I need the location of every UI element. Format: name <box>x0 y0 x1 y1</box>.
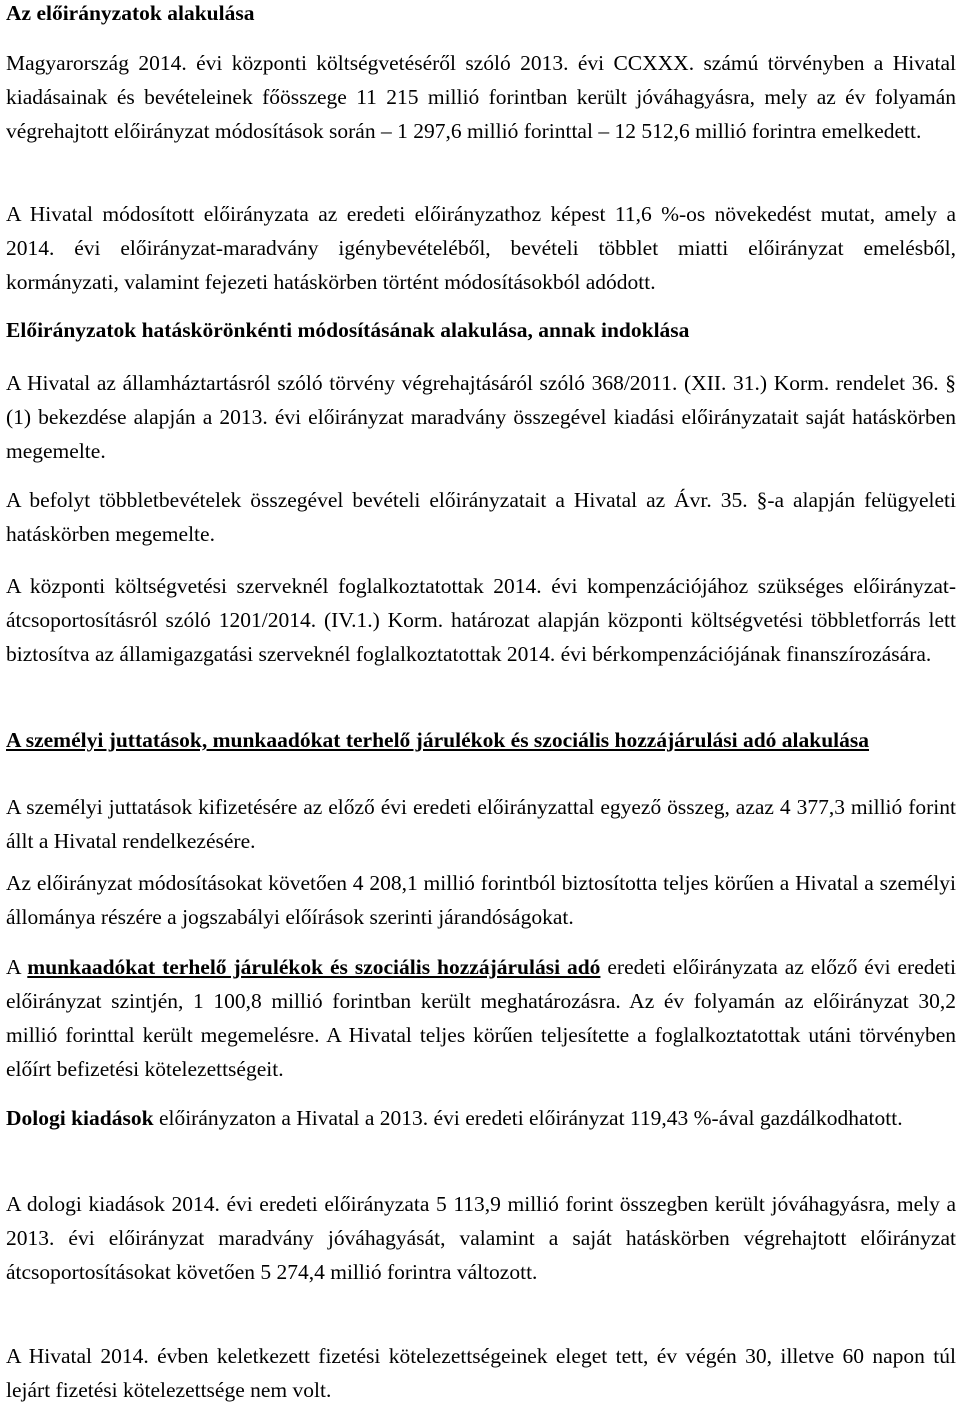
section-heading-personnel: A személyi juttatások, munkaadókat terhelő járulékok és szociális hozzájárulási adó alakulása <box>6 728 870 752</box>
paragraph-personnel-allowance: A személyi juttatások kifizetésére az előző évi eredeti előirányzattal egyező összeg, azaz 4 377,3 millió forint állt a Hivatal rendelkezésére. <box>6 795 956 853</box>
paragraph-own-competence: A Hivatal az államháztartásról szóló törvény végrehajtásáról szóló 368/2011. (XII. 31.) Korm. rendelet 36. § (1) bekezdése alapján a 2013. évi előirányzat maradvány összegével kiadási előirányzatait saját hatáskörben megemelte. <box>6 371 956 463</box>
employer-contributions-term: munkaadókat terhelő járulékok és szociális hozzájárulási adó <box>27 955 601 979</box>
paragraph-modified-appropriation: A Hivatal módosított előirányzata az eredeti előirányzathoz képest 11,6 %-os növekedést mutat, amely a 2014. évi előirányzat-maradvány igénybevételéből, bevételi többlet miatti előirányzat emelésből, kormányzati, valamint fejezeti hatáskörben történt módosításokból adódott. <box>6 202 956 294</box>
page-title: Az előirányzatok alakulása <box>6 1 255 25</box>
paragraph-extra-revenue: A befolyt többletbevételek összegével bevételi előirányzatait a Hivatal az Ávr. 35. §-a alapján felügyeleti hatáskörben megemelte. <box>6 488 956 546</box>
paragraph-employer-contributions-body: eredeti előirányzata az előző évi eredeti előirányzat szintjén, 1 100,8 millió forintban került meghatározásra. Az év folyamán az előirányzat 30,2 millió forinttal került megemelésre. A Hivatal teljes körűen teljesítette a foglalkoztatottak utáni törvényben előírt befizetési kötelezettségeit. <box>6 955 956 1081</box>
paragraph-material-appropriation: A dologi kiadások 2014. évi eredeti előirányzata 5 113,9 millió forint összegben került jóváhagyásra, mely a 2013. évi előirányzat maradvány jóváhagyását, valamint a saját hatáskörben végrehajtott előirányzat átcsoportosításokat követően 5 274,4 millió forintra változott. <box>6 1192 956 1284</box>
paragraph-employer-contributions-lead: A <box>6 955 28 979</box>
material-expenses-term: Dologi kiadások <box>6 1106 154 1130</box>
section-heading-modifications: Előirányzatok hatáskörönkénti módosításának alakulása, annak indoklása <box>6 318 690 342</box>
paragraph-employer-contributions <box>6 950 956 1086</box>
paragraph-payment-obligations: A Hivatal 2014. évben keletkezett fizetési kötelezettségeinek eleget tett, év végén 30, illetve 60 napon túl lejárt fizetési kötelezettsége nem volt. <box>6 1344 956 1402</box>
paragraph-material-expenses <box>6 1101 956 1135</box>
paragraph-personnel-modifications: Az előirányzat módosításokat követően 4 208,1 millió forintból biztosította teljes körűen a Hivatal a személyi állománya részére a jogszabályi előírások szerinti járandóságokat. <box>6 871 956 929</box>
paragraph-material-expenses-body: előirányzaton a Hivatal a 2013. évi eredeti előirányzat 119,43 %-ával gazdálkodhatott. <box>153 1106 903 1130</box>
paragraph-compensation: A központi költségvetési szerveknél foglalkoztatottak 2014. évi kompenzációjához szükséges előirányzat-átcsoportosításról szóló 1201/2014. (IV.1.) Korm. határozat alapján központi költségvetési többletforrás lett biztosítva az államigazgatási szerveknél foglalkoztatottak 2014. évi bérkompenzációjának finanszírozására. <box>6 574 956 666</box>
paragraph-budget-law: Magyarország 2014. évi központi költségvetéséről szóló 2013. évi CCXXX. számú törvényben a Hivatal kiadásainak és bevételeinek főösszege 11 215 millió forintban került jóváhagyásra, mely az év folyamán végrehajtott előirányzat módosítások során – 1 297,6 millió forinttal – 12 512,6 millió forintra emelkedett. <box>6 51 956 143</box>
